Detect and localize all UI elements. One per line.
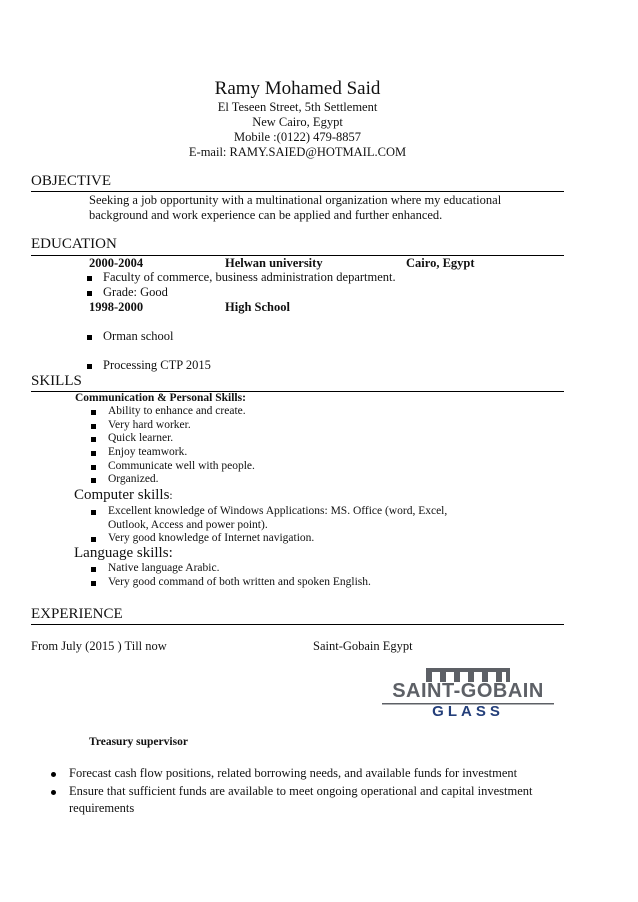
education-bullet: Faculty of commerce, business administration department. [103,270,396,284]
bullet-square-icon [87,276,92,281]
bullet-square-icon [91,437,96,442]
communication-skill-item: Communicate well with people. [108,460,255,472]
objective-heading: OBJECTIVE [31,173,111,189]
computer-skill-item: Excellent knowledge of Windows Applications: MS. Office (word, Excel, [108,505,448,517]
education-bullet: Processing CTP 2015 [103,358,211,372]
address-street: El Teseen Street, 5th Settlement [217,100,378,114]
bullet-square-icon [91,424,96,429]
education-school-1: Helwan university [225,256,323,270]
education-bullet: Grade: Good [103,285,168,299]
experience-bullet: Forecast cash flow positions, related borrowing needs, and available funds for investment [69,766,518,780]
experience-rule [31,624,564,625]
bullet-square-icon [91,410,96,415]
bullet-square-icon [87,364,92,369]
bullet-square-icon [91,478,96,483]
bullet-square-icon [87,291,92,296]
bullet-dot-icon [51,790,56,795]
job-role: Treasury supervisor [89,736,188,748]
experience-bullet-continuation: requirements [69,801,135,815]
objective-text-line2: background and work experience can be applied and further enhanced. [89,208,443,222]
language-skill-item: Native language Arabic. [108,562,220,574]
bullet-square-icon [91,581,96,586]
education-heading: EDUCATION [31,236,117,252]
logo-text-glass: GLASS [432,703,504,720]
computer-skills-colon: : [169,490,173,502]
logo-text-saint-gobain: SAINT-GOBAIN [392,680,544,702]
mobile-number: Mobile :(0122) 479-8857 [233,130,362,144]
bullet-dot-icon [51,772,56,777]
experience-period: From July (2015 ) Till now [31,639,167,653]
bullet-square-icon [91,451,96,456]
bullet-square-icon [91,537,96,542]
bullet-square-icon [91,510,96,515]
experience-bullet: Ensure that sufficient funds are available to meet ongoing operational and capital investment [69,784,533,798]
communication-skill-item: Very hard worker. [108,419,191,431]
language-skill-item: Very good command of both written and spoken English. [108,576,371,588]
communication-skills-heading: Communication & Personal Skills: [75,392,246,404]
bullet-square-icon [91,465,96,470]
skills-heading: SKILLS [31,373,82,389]
objective-text-line1: Seeking a job opportunity with a multinational organization where my educational [89,193,502,207]
education-years-1: 2000-2004 [89,256,144,270]
bullet-square-icon [91,567,96,572]
education-location-1: Cairo, Egypt [406,256,475,270]
communication-skill-item: Ability to enhance and create. [108,405,246,417]
computer-skills-heading-text: Computer skills [74,487,170,503]
computer-skill-item: Very good knowledge of Internet navigation. [108,532,315,544]
experience-heading: EXPERIENCE [31,606,123,622]
education-years-2: 1998-2000 [89,300,144,314]
education-bullet: Orman school [103,329,174,343]
email-address: E-mail: RAMY.SAIED@HOTMAIL.COM [188,145,407,159]
computer-skills-heading [74,487,173,504]
computer-skill-item-continuation: Outlook, Access and power point). [108,519,268,531]
bullet-square-icon [87,335,92,340]
communication-skill-item: Quick learner. [108,432,174,444]
communication-skill-item: Enjoy teamwork. [108,446,188,458]
communication-skill-item: Organized. [108,473,159,485]
education-school-2: High School [225,300,290,314]
address-city: New Cairo, Egypt [252,115,343,129]
saint-gobain-logo [378,660,558,722]
language-skills-heading: Language skills: [74,545,173,561]
candidate-name: Ramy Mohamed Said [214,78,381,99]
objective-rule [31,191,564,192]
experience-company: Saint-Gobain Egypt [313,639,413,653]
